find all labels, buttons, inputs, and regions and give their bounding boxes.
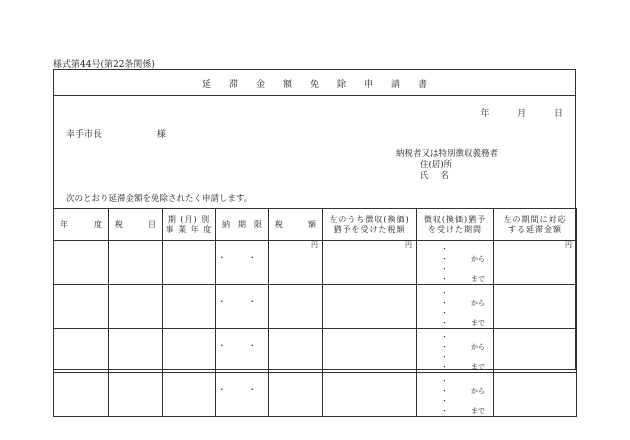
period-from-dots: ・ ・	[441, 289, 458, 307]
cell-period	[163, 373, 216, 417]
request-text: 次のとおり延滞金額を免除されたく申請します。	[66, 194, 253, 204]
addressee-name: 幸手市長	[66, 130, 103, 140]
period-from-dots: ・ ・	[441, 245, 458, 263]
due-date-dots: ・ ・	[217, 341, 267, 350]
table-row	[54, 285, 577, 329]
unit-yen: 円	[311, 241, 318, 249]
cell-fiscal-year	[54, 373, 109, 417]
addressee	[66, 127, 166, 140]
cell-tax-amount	[269, 285, 323, 329]
form-number: 様式第44号(第22条関係)	[53, 60, 155, 70]
cell-due-date	[216, 329, 269, 373]
header-late-fee: 左の期間に対応 する延滞金額	[494, 209, 577, 241]
period-to-dots: ・ ・	[441, 309, 458, 327]
period-from-dots: ・ ・	[441, 377, 458, 395]
table-row	[54, 329, 577, 373]
header-fiscal-year: 年 度	[54, 209, 109, 241]
cell-tax-item	[109, 373, 163, 417]
cell-late-fee	[494, 285, 577, 329]
period-from-label: から	[471, 387, 485, 395]
application-form	[53, 69, 576, 415]
cell-tax-amount	[269, 373, 323, 417]
cell-collection-deferred	[323, 241, 417, 285]
period-to-dots: ・ ・	[441, 265, 458, 283]
cell-late-fee	[494, 241, 577, 285]
period-to-label: まで	[471, 275, 485, 283]
header-tax-item: 税 目	[109, 209, 163, 241]
date-month-label: 月	[517, 109, 527, 119]
cell-due-date	[216, 285, 269, 329]
cell-late-fee	[494, 373, 577, 417]
cell-period	[163, 329, 216, 373]
cell-tax-amount	[269, 241, 323, 285]
period-to-dots: ・ ・	[441, 353, 458, 371]
cell-deferral-period	[417, 285, 494, 329]
title-row	[54, 70, 575, 96]
deferral-table	[53, 208, 577, 417]
cell-deferral-period	[417, 241, 494, 285]
date-day-label: 日	[553, 109, 563, 119]
form-title: 延滞金額免除申請書	[201, 80, 445, 90]
header-due-date: 納 期 限	[216, 209, 269, 241]
period-from-label: から	[471, 343, 485, 351]
cell-collection-deferred	[323, 285, 417, 329]
cell-tax-item	[109, 241, 163, 285]
due-date-dots: ・ ・	[217, 385, 267, 394]
table-row	[54, 373, 577, 417]
period-to-dots: ・ ・	[441, 397, 458, 415]
period-from-label: から	[471, 255, 485, 263]
period-to-label: まで	[471, 319, 485, 327]
period-from-dots: ・ ・	[441, 333, 458, 351]
table-header-row	[54, 209, 577, 241]
cell-due-date	[216, 373, 269, 417]
payer-address-label: 住(居)所	[420, 160, 453, 170]
payer-name-label: 氏名	[420, 171, 462, 181]
unit-yen: 円	[405, 241, 412, 249]
unit-yen: 円	[565, 241, 572, 249]
cell-period	[163, 241, 216, 285]
header-period: 期 (月) 別 事 業 年 度	[163, 209, 216, 241]
cell-fiscal-year	[54, 285, 109, 329]
header-tax-amount: 税 額	[269, 209, 323, 241]
addressee-honorific: 様	[156, 130, 166, 140]
cell-period	[163, 285, 216, 329]
payer-block	[396, 149, 498, 182]
due-date-dots: ・ ・	[217, 253, 267, 262]
cell-deferral-period	[417, 373, 494, 417]
cell-due-date	[216, 241, 269, 285]
header-deferral-period: 徴収(換価)猶予 を受けた期間	[417, 209, 494, 241]
header-collection-deferred: 左のうち徴収(換価) 猶予を受けた税額	[323, 209, 417, 241]
cell-collection-deferred	[323, 329, 417, 373]
date-line	[476, 106, 563, 119]
cell-late-fee	[494, 329, 577, 373]
payer-role: 納税者又は特別徴収義務者	[396, 149, 499, 159]
cell-fiscal-year	[54, 241, 109, 285]
due-date-dots: ・ ・	[217, 297, 267, 306]
period-to-label: まで	[471, 363, 485, 371]
table-row	[54, 241, 577, 285]
cell-collection-deferred	[323, 373, 417, 417]
cell-tax-item	[109, 329, 163, 373]
period-to-label: まで	[471, 407, 485, 415]
cell-tax-amount	[269, 329, 323, 373]
cell-tax-item	[109, 285, 163, 329]
period-from-label: から	[471, 299, 485, 307]
cell-fiscal-year	[54, 329, 109, 373]
cell-deferral-period	[417, 329, 494, 373]
date-year-label: 年	[480, 109, 490, 119]
